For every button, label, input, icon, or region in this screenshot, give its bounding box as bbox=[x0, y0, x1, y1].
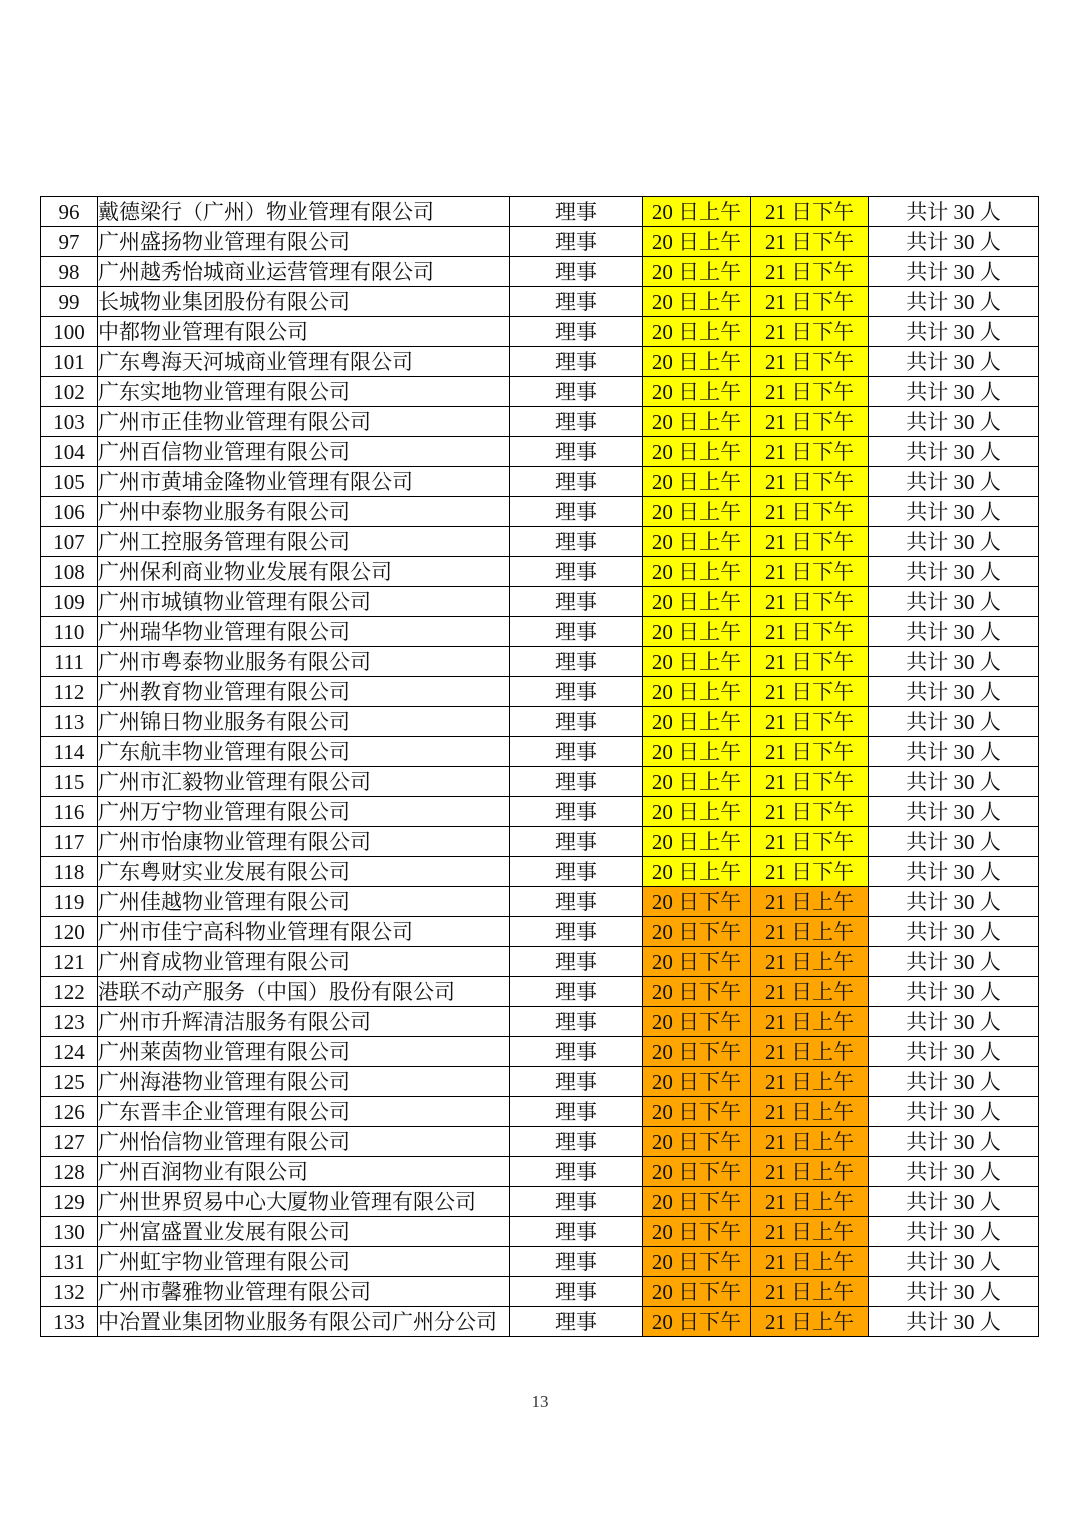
table-row bbox=[41, 947, 1039, 977]
role-cell: 理事 bbox=[510, 407, 643, 437]
total-cell: 共计 30 人 bbox=[869, 677, 1039, 707]
session-1-cell: 20 日上午 bbox=[643, 527, 751, 557]
role-cell: 理事 bbox=[510, 767, 643, 797]
company-name-cell: 广州佳越物业管理有限公司 bbox=[98, 887, 510, 917]
session-1-cell: 20 日上午 bbox=[643, 437, 751, 467]
session-2-cell: 21 日上午 bbox=[751, 1007, 869, 1037]
total-cell: 共计 30 人 bbox=[869, 287, 1039, 317]
total-cell: 共计 30 人 bbox=[869, 947, 1039, 977]
table-row bbox=[41, 617, 1039, 647]
total-cell: 共计 30 人 bbox=[869, 347, 1039, 377]
session-1-cell: 20 日上午 bbox=[643, 377, 751, 407]
row-number-cell: 127 bbox=[41, 1127, 98, 1157]
company-name-cell: 广东粤财实业发展有限公司 bbox=[98, 857, 510, 887]
total-cell: 共计 30 人 bbox=[869, 1157, 1039, 1187]
row-number-cell: 116 bbox=[41, 797, 98, 827]
session-2-cell: 21 日上午 bbox=[751, 1127, 869, 1157]
role-cell: 理事 bbox=[510, 1007, 643, 1037]
table-row bbox=[41, 1067, 1039, 1097]
total-cell: 共计 30 人 bbox=[869, 1247, 1039, 1277]
session-2-cell: 21 日上午 bbox=[751, 1157, 869, 1187]
session-1-cell: 20 日上午 bbox=[643, 857, 751, 887]
company-name-cell: 广州工控服务管理有限公司 bbox=[98, 527, 510, 557]
session-1-cell: 20 日上午 bbox=[643, 287, 751, 317]
role-cell: 理事 bbox=[510, 317, 643, 347]
role-cell: 理事 bbox=[510, 377, 643, 407]
role-cell: 理事 bbox=[510, 857, 643, 887]
session-2-cell: 21 日上午 bbox=[751, 1187, 869, 1217]
session-1-cell: 20 日下午 bbox=[643, 1187, 751, 1217]
total-cell: 共计 30 人 bbox=[869, 1067, 1039, 1097]
table-row bbox=[41, 437, 1039, 467]
table-row bbox=[41, 737, 1039, 767]
row-number-cell: 121 bbox=[41, 947, 98, 977]
row-number-cell: 125 bbox=[41, 1067, 98, 1097]
page-number: 13 bbox=[531, 1392, 549, 1411]
row-number-cell: 129 bbox=[41, 1187, 98, 1217]
table-row bbox=[41, 677, 1039, 707]
session-2-cell: 21 日上午 bbox=[751, 1037, 869, 1067]
session-2-cell: 21 日上午 bbox=[751, 1067, 869, 1097]
company-name-cell: 广州市正佳物业管理有限公司 bbox=[98, 407, 510, 437]
row-number-cell: 123 bbox=[41, 1007, 98, 1037]
session-2-cell: 21 日下午 bbox=[751, 497, 869, 527]
total-cell: 共计 30 人 bbox=[869, 737, 1039, 767]
row-number-cell: 110 bbox=[41, 617, 98, 647]
company-name-cell: 广州市馨雅物业管理有限公司 bbox=[98, 1277, 510, 1307]
session-2-cell: 21 日下午 bbox=[751, 587, 869, 617]
role-cell: 理事 bbox=[510, 1157, 643, 1187]
session-1-cell: 20 日上午 bbox=[643, 407, 751, 437]
table-row bbox=[41, 1277, 1039, 1307]
session-1-cell: 20 日下午 bbox=[643, 1037, 751, 1067]
role-cell: 理事 bbox=[510, 617, 643, 647]
role-cell: 理事 bbox=[510, 1097, 643, 1127]
session-1-cell: 20 日下午 bbox=[643, 1217, 751, 1247]
session-2-cell: 21 日下午 bbox=[751, 527, 869, 557]
session-2-cell: 21 日下午 bbox=[751, 647, 869, 677]
session-1-cell: 20 日上午 bbox=[643, 647, 751, 677]
total-cell: 共计 30 人 bbox=[869, 1097, 1039, 1127]
session-2-cell: 21 日下午 bbox=[751, 317, 869, 347]
company-name-cell: 广东粤海天河城商业管理有限公司 bbox=[98, 347, 510, 377]
total-cell: 共计 30 人 bbox=[869, 977, 1039, 1007]
table-row bbox=[41, 1307, 1039, 1337]
company-name-cell: 广州百润物业有限公司 bbox=[98, 1157, 510, 1187]
session-1-cell: 20 日下午 bbox=[643, 1157, 751, 1187]
session-2-cell: 21 日下午 bbox=[751, 617, 869, 647]
session-2-cell: 21 日下午 bbox=[751, 347, 869, 377]
role-cell: 理事 bbox=[510, 257, 643, 287]
table-row bbox=[41, 1247, 1039, 1277]
row-number-cell: 112 bbox=[41, 677, 98, 707]
role-cell: 理事 bbox=[510, 827, 643, 857]
table-row bbox=[41, 707, 1039, 737]
company-name-cell: 港联不动产服务（中国）股份有限公司 bbox=[98, 977, 510, 1007]
role-cell: 理事 bbox=[510, 707, 643, 737]
role-cell: 理事 bbox=[510, 437, 643, 467]
session-2-cell: 21 日下午 bbox=[751, 827, 869, 857]
company-name-cell: 广州市城镇物业管理有限公司 bbox=[98, 587, 510, 617]
role-cell: 理事 bbox=[510, 527, 643, 557]
company-name-cell: 广州育成物业管理有限公司 bbox=[98, 947, 510, 977]
row-number-cell: 122 bbox=[41, 977, 98, 1007]
session-1-cell: 20 日下午 bbox=[643, 1127, 751, 1157]
company-name-cell: 中冶置业集团物业服务有限公司广州分公司 bbox=[98, 1307, 510, 1337]
row-number-cell: 103 bbox=[41, 407, 98, 437]
session-1-cell: 20 日上午 bbox=[643, 827, 751, 857]
company-name-cell: 广州莱茵物业管理有限公司 bbox=[98, 1037, 510, 1067]
row-number-cell: 126 bbox=[41, 1097, 98, 1127]
session-2-cell: 21 日下午 bbox=[751, 797, 869, 827]
table-row bbox=[41, 197, 1039, 227]
table-row bbox=[41, 527, 1039, 557]
role-cell: 理事 bbox=[510, 1127, 643, 1157]
session-1-cell: 20 日上午 bbox=[643, 497, 751, 527]
role-cell: 理事 bbox=[510, 977, 643, 1007]
total-cell: 共计 30 人 bbox=[869, 497, 1039, 527]
row-number-cell: 106 bbox=[41, 497, 98, 527]
table-row bbox=[41, 287, 1039, 317]
company-name-cell: 广州市佳宁高科物业管理有限公司 bbox=[98, 917, 510, 947]
company-name-cell: 广州瑞华物业管理有限公司 bbox=[98, 617, 510, 647]
total-cell: 共计 30 人 bbox=[869, 377, 1039, 407]
role-cell: 理事 bbox=[510, 1307, 643, 1337]
session-1-cell: 20 日下午 bbox=[643, 1097, 751, 1127]
total-cell: 共计 30 人 bbox=[869, 197, 1039, 227]
total-cell: 共计 30 人 bbox=[869, 617, 1039, 647]
table-row bbox=[41, 467, 1039, 497]
company-name-cell: 广州保利商业物业发展有限公司 bbox=[98, 557, 510, 587]
role-cell: 理事 bbox=[510, 1187, 643, 1217]
company-name-cell: 广州中泰物业服务有限公司 bbox=[98, 497, 510, 527]
row-number-cell: 98 bbox=[41, 257, 98, 287]
table-body bbox=[41, 197, 1039, 1337]
table-row bbox=[41, 857, 1039, 887]
role-cell: 理事 bbox=[510, 1247, 643, 1277]
company-name-cell: 广州虹宇物业管理有限公司 bbox=[98, 1247, 510, 1277]
session-1-cell: 20 日上午 bbox=[643, 257, 751, 287]
total-cell: 共计 30 人 bbox=[869, 1007, 1039, 1037]
session-2-cell: 21 日上午 bbox=[751, 977, 869, 1007]
total-cell: 共计 30 人 bbox=[869, 227, 1039, 257]
table-row bbox=[41, 827, 1039, 857]
company-name-cell: 广州万宁物业管理有限公司 bbox=[98, 797, 510, 827]
row-number-cell: 113 bbox=[41, 707, 98, 737]
total-cell: 共计 30 人 bbox=[869, 257, 1039, 287]
role-cell: 理事 bbox=[510, 677, 643, 707]
session-1-cell: 20 日下午 bbox=[643, 977, 751, 1007]
session-1-cell: 20 日上午 bbox=[643, 707, 751, 737]
role-cell: 理事 bbox=[510, 587, 643, 617]
row-number-cell: 102 bbox=[41, 377, 98, 407]
session-1-cell: 20 日上午 bbox=[643, 797, 751, 827]
session-1-cell: 20 日上午 bbox=[643, 767, 751, 797]
total-cell: 共计 30 人 bbox=[869, 1277, 1039, 1307]
total-cell: 共计 30 人 bbox=[869, 407, 1039, 437]
role-cell: 理事 bbox=[510, 1217, 643, 1247]
row-number-cell: 128 bbox=[41, 1157, 98, 1187]
total-cell: 共计 30 人 bbox=[869, 557, 1039, 587]
company-name-cell: 广州越秀怡城商业运营管理有限公司 bbox=[98, 257, 510, 287]
role-cell: 理事 bbox=[510, 467, 643, 497]
row-number-cell: 132 bbox=[41, 1277, 98, 1307]
company-name-cell: 戴德梁行（广州）物业管理有限公司 bbox=[98, 197, 510, 227]
session-2-cell: 21 日上午 bbox=[751, 887, 869, 917]
session-2-cell: 21 日下午 bbox=[751, 287, 869, 317]
table-row bbox=[41, 1127, 1039, 1157]
table-row bbox=[41, 407, 1039, 437]
row-number-cell: 130 bbox=[41, 1217, 98, 1247]
role-cell: 理事 bbox=[510, 647, 643, 677]
session-2-cell: 21 日上午 bbox=[751, 1307, 869, 1337]
table-row bbox=[41, 1157, 1039, 1187]
role-cell: 理事 bbox=[510, 347, 643, 377]
table-row bbox=[41, 227, 1039, 257]
session-2-cell: 21 日下午 bbox=[751, 437, 869, 467]
row-number-cell: 124 bbox=[41, 1037, 98, 1067]
row-number-cell: 109 bbox=[41, 587, 98, 617]
row-number-cell: 100 bbox=[41, 317, 98, 347]
row-number-cell: 97 bbox=[41, 227, 98, 257]
session-1-cell: 20 日下午 bbox=[643, 1307, 751, 1337]
total-cell: 共计 30 人 bbox=[869, 317, 1039, 347]
role-cell: 理事 bbox=[510, 947, 643, 977]
schedule-table bbox=[40, 196, 1039, 1337]
row-number-cell: 118 bbox=[41, 857, 98, 887]
total-cell: 共计 30 人 bbox=[869, 917, 1039, 947]
session-2-cell: 21 日下午 bbox=[751, 197, 869, 227]
row-number-cell: 133 bbox=[41, 1307, 98, 1337]
session-1-cell: 20 日上午 bbox=[643, 617, 751, 647]
total-cell: 共计 30 人 bbox=[869, 797, 1039, 827]
session-1-cell: 20 日下午 bbox=[643, 1007, 751, 1037]
table-row bbox=[41, 1097, 1039, 1127]
role-cell: 理事 bbox=[510, 557, 643, 587]
role-cell: 理事 bbox=[510, 497, 643, 527]
table-row bbox=[41, 377, 1039, 407]
row-number-cell: 108 bbox=[41, 557, 98, 587]
session-2-cell: 21 日上午 bbox=[751, 917, 869, 947]
row-number-cell: 105 bbox=[41, 467, 98, 497]
company-name-cell: 广东实地物业管理有限公司 bbox=[98, 377, 510, 407]
table-row bbox=[41, 587, 1039, 617]
total-cell: 共计 30 人 bbox=[869, 857, 1039, 887]
total-cell: 共计 30 人 bbox=[869, 1127, 1039, 1157]
session-2-cell: 21 日下午 bbox=[751, 737, 869, 767]
session-2-cell: 21 日下午 bbox=[751, 227, 869, 257]
total-cell: 共计 30 人 bbox=[869, 437, 1039, 467]
company-name-cell: 广州市怡康物业管理有限公司 bbox=[98, 827, 510, 857]
session-2-cell: 21 日下午 bbox=[751, 467, 869, 497]
row-number-cell: 107 bbox=[41, 527, 98, 557]
company-name-cell: 广州世界贸易中心大厦物业管理有限公司 bbox=[98, 1187, 510, 1217]
total-cell: 共计 30 人 bbox=[869, 1217, 1039, 1247]
role-cell: 理事 bbox=[510, 797, 643, 827]
table-row bbox=[41, 917, 1039, 947]
session-2-cell: 21 日下午 bbox=[751, 677, 869, 707]
session-2-cell: 21 日下午 bbox=[751, 857, 869, 887]
total-cell: 共计 30 人 bbox=[869, 887, 1039, 917]
role-cell: 理事 bbox=[510, 1277, 643, 1307]
table-wrap bbox=[40, 196, 1038, 1337]
session-1-cell: 20 日上午 bbox=[643, 587, 751, 617]
session-1-cell: 20 日下午 bbox=[643, 1247, 751, 1277]
session-1-cell: 20 日下午 bbox=[643, 1067, 751, 1097]
row-number-cell: 131 bbox=[41, 1247, 98, 1277]
session-1-cell: 20 日上午 bbox=[643, 227, 751, 257]
session-2-cell: 21 日上午 bbox=[751, 1217, 869, 1247]
company-name-cell: 广东晋丰企业管理有限公司 bbox=[98, 1097, 510, 1127]
total-cell: 共计 30 人 bbox=[869, 467, 1039, 497]
session-2-cell: 21 日下午 bbox=[751, 767, 869, 797]
row-number-cell: 99 bbox=[41, 287, 98, 317]
session-2-cell: 21 日上午 bbox=[751, 1277, 869, 1307]
company-name-cell: 广东航丰物业管理有限公司 bbox=[98, 737, 510, 767]
table-row bbox=[41, 797, 1039, 827]
company-name-cell: 广州海港物业管理有限公司 bbox=[98, 1067, 510, 1097]
row-number-cell: 114 bbox=[41, 737, 98, 767]
company-name-cell: 广州富盛置业发展有限公司 bbox=[98, 1217, 510, 1247]
table-row bbox=[41, 1007, 1039, 1037]
session-2-cell: 21 日下午 bbox=[751, 707, 869, 737]
table-row bbox=[41, 257, 1039, 287]
session-1-cell: 20 日上午 bbox=[643, 557, 751, 587]
session-2-cell: 21 日下午 bbox=[751, 407, 869, 437]
session-1-cell: 20 日上午 bbox=[643, 467, 751, 497]
company-name-cell: 广州教育物业管理有限公司 bbox=[98, 677, 510, 707]
table-row bbox=[41, 1037, 1039, 1067]
session-1-cell: 20 日上午 bbox=[643, 677, 751, 707]
row-number-cell: 117 bbox=[41, 827, 98, 857]
company-name-cell: 广州盛扬物业管理有限公司 bbox=[98, 227, 510, 257]
total-cell: 共计 30 人 bbox=[869, 647, 1039, 677]
session-1-cell: 20 日上午 bbox=[643, 737, 751, 767]
session-1-cell: 20 日上午 bbox=[643, 347, 751, 377]
total-cell: 共计 30 人 bbox=[869, 707, 1039, 737]
session-1-cell: 20 日下午 bbox=[643, 947, 751, 977]
session-1-cell: 20 日上午 bbox=[643, 197, 751, 227]
company-name-cell: 广州市黄埔金隆物业管理有限公司 bbox=[98, 467, 510, 497]
company-name-cell: 广州市汇毅物业管理有限公司 bbox=[98, 767, 510, 797]
total-cell: 共计 30 人 bbox=[869, 1307, 1039, 1337]
row-number-cell: 96 bbox=[41, 197, 98, 227]
role-cell: 理事 bbox=[510, 197, 643, 227]
row-number-cell: 101 bbox=[41, 347, 98, 377]
total-cell: 共计 30 人 bbox=[869, 527, 1039, 557]
table-row bbox=[41, 887, 1039, 917]
table-row bbox=[41, 497, 1039, 527]
role-cell: 理事 bbox=[510, 227, 643, 257]
company-name-cell: 广州市粤泰物业服务有限公司 bbox=[98, 647, 510, 677]
session-1-cell: 20 日下午 bbox=[643, 917, 751, 947]
total-cell: 共计 30 人 bbox=[869, 1187, 1039, 1217]
session-2-cell: 21 日上午 bbox=[751, 947, 869, 977]
row-number-cell: 119 bbox=[41, 887, 98, 917]
session-2-cell: 21 日下午 bbox=[751, 557, 869, 587]
table-row bbox=[41, 1187, 1039, 1217]
session-2-cell: 21 日上午 bbox=[751, 1097, 869, 1127]
session-2-cell: 21 日上午 bbox=[751, 1247, 869, 1277]
table-row bbox=[41, 977, 1039, 1007]
company-name-cell: 中都物业管理有限公司 bbox=[98, 317, 510, 347]
session-1-cell: 20 日下午 bbox=[643, 887, 751, 917]
role-cell: 理事 bbox=[510, 1067, 643, 1097]
table-row bbox=[41, 317, 1039, 347]
role-cell: 理事 bbox=[510, 887, 643, 917]
role-cell: 理事 bbox=[510, 917, 643, 947]
company-name-cell: 广州市升辉清洁服务有限公司 bbox=[98, 1007, 510, 1037]
table-row bbox=[41, 347, 1039, 377]
session-1-cell: 20 日下午 bbox=[643, 1277, 751, 1307]
row-number-cell: 115 bbox=[41, 767, 98, 797]
company-name-cell: 长城物业集团股份有限公司 bbox=[98, 287, 510, 317]
session-1-cell: 20 日上午 bbox=[643, 317, 751, 347]
company-name-cell: 广州锦日物业服务有限公司 bbox=[98, 707, 510, 737]
table-row bbox=[41, 767, 1039, 797]
table-row bbox=[41, 1217, 1039, 1247]
table-row bbox=[41, 647, 1039, 677]
total-cell: 共计 30 人 bbox=[869, 827, 1039, 857]
row-number-cell: 104 bbox=[41, 437, 98, 467]
total-cell: 共计 30 人 bbox=[869, 767, 1039, 797]
role-cell: 理事 bbox=[510, 737, 643, 767]
role-cell: 理事 bbox=[510, 1037, 643, 1067]
total-cell: 共计 30 人 bbox=[869, 587, 1039, 617]
table-row bbox=[41, 557, 1039, 587]
company-name-cell: 广州百信物业管理有限公司 bbox=[98, 437, 510, 467]
row-number-cell: 111 bbox=[41, 647, 98, 677]
session-2-cell: 21 日下午 bbox=[751, 377, 869, 407]
company-name-cell: 广州怡信物业管理有限公司 bbox=[98, 1127, 510, 1157]
row-number-cell: 120 bbox=[41, 917, 98, 947]
role-cell: 理事 bbox=[510, 287, 643, 317]
total-cell: 共计 30 人 bbox=[869, 1037, 1039, 1067]
session-2-cell: 21 日下午 bbox=[751, 257, 869, 287]
